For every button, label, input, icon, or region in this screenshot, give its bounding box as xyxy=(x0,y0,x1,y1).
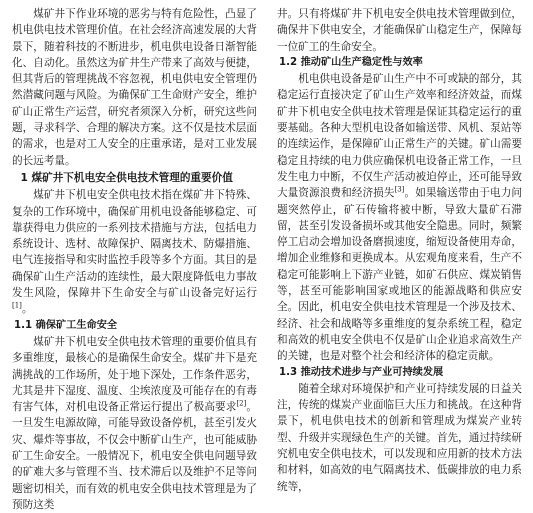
intro-paragraph: 煤矿井下作业环境的恶劣与特有危险性，凸显了机电供电技术管理价值。在社会经济高速发展的大背景下，随着科技的不断进步，机电供电设备日渐智能化、自动化。虽然这为矿井生产带来了高效与便捷，但其背后的管理挑战不容忽视，机电供电安全管理仍然潜藏问题与风险。为确保矿工生命财产安全，维护矿山正常生产运营，研究者须深入分析，研究这些问题，寻求科学、合理的解决方案。这不仅是技术层面的需求，也是对工人安全的庄重承诺，是对工业发展的长远考量。 xyxy=(12,8,257,167)
citation-2: [2] xyxy=(236,399,247,408)
subsection-heading-1-3: 1.3 推动技术进步与产业可持续发展 xyxy=(279,366,444,378)
section-1-text-end: 。 xyxy=(21,303,33,316)
citation-1: [1] xyxy=(12,301,22,310)
citation-3: [3] xyxy=(394,185,405,194)
subsection-1-1-paragraph xyxy=(12,334,257,513)
subsection-heading-1-2: 1.2 推动矿山生产稳定性与效率 xyxy=(279,56,423,68)
right-column xyxy=(277,6,522,495)
continued-paragraph: 井。只有将煤矿井下机电安全供电技术管理做到位，确保井下供电安全，才能确保矿山稳定生产，保障每一位矿工的生命安全。 xyxy=(277,8,522,53)
section-heading-1: 1 煤矿井下机电安全供电技术管理的重要价值 xyxy=(20,171,233,184)
subsection-1-1-text-end: 。一旦发生电源故障，可能导致设备停机，甚至引发火灾、爆炸等事故，不仅会中断矿山生产，也可能威胁矿工生命安全。一般情况下，机电安全供电问题导致的矿难大多与管理不当、技术滞后以及维护不足等问题密切相关，而有效的机电安全供电技术管理是为了预防这类 xyxy=(12,401,258,511)
subsection-1-1-text: 煤矿井下机电安全供电技术管理的重要价值具有多重维度，最核心的是确保生命安全。煤矿井下是充满挑战的工作场所，处于地下深处，工作条件恶劣，尤其是井下湿度、温度、尘埃浓度及可能存在的有毒有害气体，对机电设备正常运行提出了极高要求 xyxy=(12,335,257,414)
subsection-heading-1-1: 1.1 确保矿工生命安全 xyxy=(14,319,118,331)
subsection-1-2-paragraph xyxy=(277,71,522,364)
left-column xyxy=(12,6,257,513)
section-1-text: 煤矿井下机电安全供电技术指在煤矿井下特殊、复杂的工作环境中，确保矿用机电设备能够稳定、可靠获得电力供应的一系列技术措施与方法，包括电力系统设计、选材、故障保护、隔离技术、防爆措施、电气连接指导和实时监控手段等多个方面。其目的是确保矿山生产活动的连续性，最大限度降低电力事故发生风险，保障井下生命安全与矿山设备完好运行 xyxy=(12,189,257,300)
section-1-paragraph xyxy=(12,187,257,317)
subsection-1-3-paragraph: 随着全球对环境保护和产业可持续发展的日益关注，传统的煤炭产业面临巨大压力和挑战。在这种背景下，机电供电技术的创新和管理成为煤炭产业转型、升级并实现绿色生产的关键。首先，通过持续研究机电安全供电技术，可以发现和应用新的技术方法和材料，如高效的电气隔离技术、低碳排放的电力系统等， xyxy=(277,382,522,493)
subsection-1-2-text-end: 。如果输送带由于电力问题突然停止，矿石传输将被中断，导致大量矿石滞留，甚至引发设备损坏或其他安全隐患。同时，频繁停工启动会增加设备磨损速度，缩短设备使用寿命，增加企业维修和更换成本。从宏观角度来看，生产不稳定可能影响上下游产业链，如矿石供应、煤炭销售等，甚至可能影响国家或地区的能源战略和供应安全。因此，机电安全供电技术管理是一个涉及技术、经济、社会和战略等多重维度的复杂系统工程，稳定和高效的机电安全供电不仅是矿山企业追求高效生产的关键，也是对整个社会和经济体的稳定贡献。 xyxy=(277,187,523,363)
subsection-1-2-text: 机电供电设备是矿山生产中不可或缺的部分，其稳定运行直接决定了矿山生产效率和经济效益，而煤矿井下机电安全供电技术管理是保证其稳定运行的重要基础。各种大型机电设备如输送带、风机、泵站等的连续运作，是保障矿山正常生产的关键。矿山需要稳定且持续的电力供应确保机电设备正常工作，一旦发生电力中断，不仅生产活动被迫停止，还可能导致大量资源浪费和经济损失 xyxy=(277,73,522,200)
